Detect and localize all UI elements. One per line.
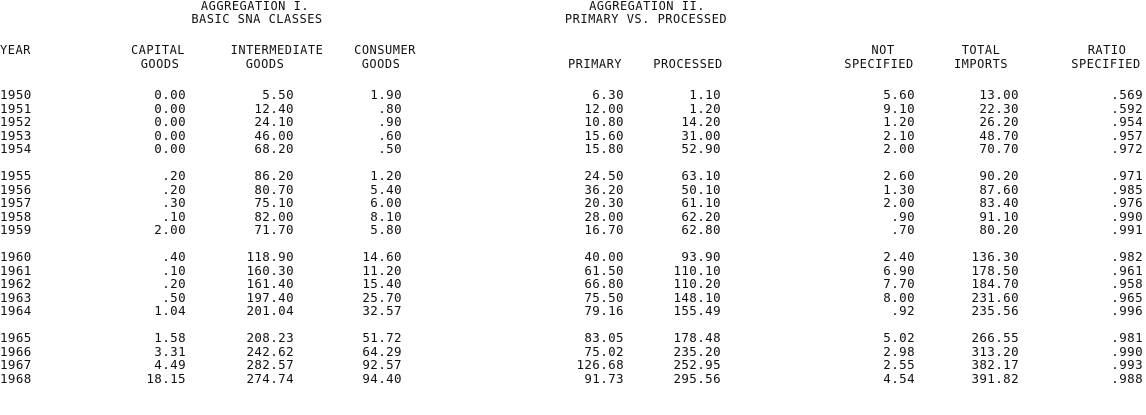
cell-not-specified: .92 — [891, 303, 915, 319]
cell-ratio-specified: .957 — [1111, 127, 1143, 143]
cell-processed: 1.20 — [689, 100, 721, 116]
cell-total-imports: 80.20 — [979, 222, 1019, 238]
cell-year: 1950 — [0, 87, 32, 102]
cell-primary: 75.02 — [584, 343, 624, 359]
cell-not-specified: .90 — [891, 208, 915, 224]
cell-consumer-goods: .60 — [378, 127, 402, 143]
cell-total-imports: 382.17 — [971, 357, 1019, 373]
cell-consumer-goods: 94.40 — [362, 370, 402, 386]
cell-year: 1955 — [0, 168, 32, 183]
cell-processed: 235.20 — [673, 343, 721, 359]
cell-consumer-goods: .90 — [378, 114, 402, 130]
cell-year: 1965 — [0, 330, 32, 345]
table-row — [0, 102, 1146, 115]
cell-processed: 52.90 — [681, 141, 721, 157]
cell-intermediate-goods: 82.00 — [254, 208, 294, 224]
cell-year: 1952 — [0, 114, 32, 130]
cell-year: 1967 — [0, 357, 32, 373]
cell-consumer-goods: 8.10 — [370, 208, 402, 224]
cell-intermediate-goods: 46.00 — [254, 127, 294, 143]
cell-primary: 36.20 — [584, 181, 624, 197]
cell-ratio-specified: .592 — [1111, 100, 1143, 116]
cell-capital-goods: .20 — [162, 168, 186, 183]
cell-consumer-goods: .80 — [378, 100, 402, 116]
aggregation-2-subtitle: PRIMARY VS. PROCESSED — [564, 12, 728, 26]
cell-total-imports: 136.30 — [971, 249, 1019, 264]
table-row — [0, 250, 1146, 263]
cell-ratio-specified: .569 — [1111, 87, 1143, 102]
cell-intermediate-goods: 160.30 — [246, 262, 294, 278]
cell-primary: 6.30 — [592, 87, 624, 102]
cell-primary: 83.05 — [584, 330, 624, 345]
cell-not-specified: 1.20 — [883, 114, 915, 130]
cell-primary: 126.68 — [576, 357, 624, 373]
cell-processed: 63.10 — [681, 168, 721, 183]
header-capital-line2: GOODS — [140, 57, 180, 71]
cell-capital-goods: 0.00 — [154, 114, 186, 130]
header-ratio-line1: RATIO — [1087, 43, 1127, 57]
cell-processed: 1.10 — [689, 87, 721, 102]
cell-capital-goods: .20 — [162, 181, 186, 197]
cell-ratio-specified: .993 — [1111, 357, 1143, 373]
cell-processed: 295.56 — [673, 370, 721, 386]
cell-consumer-goods: 51.72 — [362, 330, 402, 345]
cell-year: 1954 — [0, 141, 32, 157]
table-row — [0, 291, 1146, 304]
cell-ratio-specified: .985 — [1111, 181, 1143, 197]
cell-year: 1966 — [0, 343, 32, 359]
cell-ratio-specified: .976 — [1111, 195, 1143, 211]
cell-primary: 16.70 — [584, 222, 624, 238]
cell-processed: 110.20 — [673, 276, 721, 292]
cell-not-specified: 8.00 — [883, 289, 915, 305]
cell-capital-goods: 2.00 — [154, 222, 186, 238]
cell-year: 1960 — [0, 249, 32, 264]
header-primary: PRIMARY — [567, 57, 623, 71]
cell-processed: 148.10 — [673, 289, 721, 305]
cell-year: 1968 — [0, 370, 32, 386]
cell-capital-goods: .20 — [162, 276, 186, 292]
table-row — [0, 264, 1146, 277]
cell-primary: 61.50 — [584, 262, 624, 278]
cell-consumer-goods: 5.80 — [370, 222, 402, 238]
cell-consumer-goods: 1.20 — [370, 168, 402, 183]
cell-intermediate-goods: 161.40 — [246, 276, 294, 292]
cell-primary: 10.80 — [584, 114, 624, 130]
table-row — [0, 331, 1146, 344]
cell-consumer-goods: .50 — [378, 141, 402, 157]
cell-not-specified: 2.10 — [883, 127, 915, 143]
cell-primary: 40.00 — [584, 249, 624, 264]
cell-consumer-goods: 6.00 — [370, 195, 402, 211]
cell-intermediate-goods: 274.74 — [246, 370, 294, 386]
cell-not-specified: 2.60 — [883, 168, 915, 183]
cell-intermediate-goods: 282.57 — [246, 357, 294, 373]
cell-total-imports: 266.55 — [971, 330, 1019, 345]
table-row — [0, 129, 1146, 142]
cell-intermediate-goods: 24.10 — [254, 114, 294, 130]
cell-total-imports: 22.30 — [979, 100, 1019, 116]
cell-intermediate-goods: 86.20 — [254, 168, 294, 183]
header-intermediate-line2: GOODS — [245, 57, 285, 71]
cell-processed: 178.48 — [673, 330, 721, 345]
cell-intermediate-goods: 208.23 — [246, 330, 294, 345]
cell-total-imports: 313.20 — [971, 343, 1019, 359]
header-intermediate-line1: INTERMEDIATE — [230, 43, 324, 57]
header-consumer-line1: CONSUMER — [354, 43, 416, 57]
cell-ratio-specified: .971 — [1111, 168, 1143, 183]
cell-processed: 62.20 — [681, 208, 721, 224]
cell-intermediate-goods: 12.40 — [254, 100, 294, 116]
cell-not-specified: 2.00 — [883, 195, 915, 211]
cell-intermediate-goods: 242.62 — [246, 343, 294, 359]
cell-capital-goods: .50 — [162, 289, 186, 305]
cell-primary: 79.16 — [584, 303, 624, 319]
cell-intermediate-goods: 75.10 — [254, 195, 294, 211]
cell-ratio-specified: .981 — [1111, 330, 1143, 345]
cell-total-imports: 184.70 — [971, 276, 1019, 292]
cell-ratio-specified: .996 — [1111, 303, 1143, 319]
cell-processed: 61.10 — [681, 195, 721, 211]
cell-total-imports: 13.00 — [979, 87, 1019, 102]
cell-total-imports: 70.70 — [979, 141, 1019, 157]
cell-year: 1953 — [0, 127, 32, 143]
cell-processed: 252.95 — [673, 357, 721, 373]
header-capital-line1: CAPITAL — [130, 43, 186, 57]
cell-ratio-specified: .958 — [1111, 276, 1143, 292]
cell-intermediate-goods: 71.70 — [254, 222, 294, 238]
table-row — [0, 210, 1146, 223]
table-row — [0, 88, 1146, 101]
cell-processed: 62.80 — [681, 222, 721, 238]
cell-ratio-specified: .965 — [1111, 289, 1143, 305]
cell-capital-goods: .40 — [162, 249, 186, 264]
cell-intermediate-goods: 201.04 — [246, 303, 294, 319]
cell-capital-goods: 3.31 — [154, 343, 186, 359]
cell-capital-goods: 0.00 — [154, 100, 186, 116]
cell-not-specified: 1.30 — [883, 181, 915, 197]
cell-processed: 155.49 — [673, 303, 721, 319]
header-total-line2: IMPORTS — [953, 57, 1009, 71]
header-ratio-line2: SPECIFIED — [1071, 57, 1141, 71]
cell-consumer-goods: 11.20 — [362, 262, 402, 278]
cell-capital-goods: 0.00 — [154, 127, 186, 143]
cell-not-specified: 9.10 — [883, 100, 915, 116]
cell-capital-goods: .10 — [162, 262, 186, 278]
cell-ratio-specified: .990 — [1111, 208, 1143, 224]
cell-total-imports: 235.56 — [971, 303, 1019, 319]
cell-capital-goods: 4.49 — [154, 357, 186, 373]
cell-primary: 15.60 — [584, 127, 624, 143]
cell-total-imports: 391.82 — [971, 370, 1019, 386]
cell-ratio-specified: .988 — [1111, 370, 1143, 386]
cell-consumer-goods: 92.57 — [362, 357, 402, 373]
table-row — [0, 358, 1146, 371]
header-consumer-line2: GOODS — [361, 57, 401, 71]
cell-year: 1951 — [0, 100, 32, 116]
cell-processed: 50.10 — [681, 181, 721, 197]
cell-year: 1964 — [0, 303, 32, 319]
table-row — [0, 223, 1146, 236]
cell-intermediate-goods: 118.90 — [246, 249, 294, 264]
cell-intermediate-goods: 5.50 — [262, 87, 294, 102]
cell-intermediate-goods: 197.40 — [246, 289, 294, 305]
cell-ratio-specified: .954 — [1111, 114, 1143, 130]
table-row — [0, 183, 1146, 196]
table-row — [0, 345, 1146, 358]
cell-total-imports: 231.60 — [971, 289, 1019, 305]
table-row — [0, 304, 1146, 317]
header-not-specified-line1: NOT — [871, 43, 895, 57]
header-not-specified-line2: SPECIFIED — [844, 57, 914, 71]
table-row — [0, 196, 1146, 209]
cell-capital-goods: .10 — [162, 208, 186, 224]
cell-capital-goods: .30 — [162, 195, 186, 211]
cell-not-specified: 4.54 — [883, 370, 915, 386]
cell-year: 1956 — [0, 181, 32, 197]
cell-intermediate-goods: 68.20 — [254, 141, 294, 157]
cell-consumer-goods: 25.70 — [362, 289, 402, 305]
cell-processed: 93.90 — [681, 249, 721, 264]
header-year: YEAR — [0, 43, 31, 57]
cell-consumer-goods: 32.57 — [362, 303, 402, 319]
cell-consumer-goods: 5.40 — [370, 181, 402, 197]
cell-year: 1962 — [0, 276, 32, 292]
table-row — [0, 277, 1146, 290]
cell-not-specified: 7.70 — [883, 276, 915, 292]
cell-not-specified: 6.90 — [883, 262, 915, 278]
cell-primary: 24.50 — [584, 168, 624, 183]
cell-capital-goods: 0.00 — [154, 87, 186, 102]
cell-intermediate-goods: 80.70 — [254, 181, 294, 197]
cell-year: 1957 — [0, 195, 32, 211]
cell-primary: 15.80 — [584, 141, 624, 157]
cell-year: 1961 — [0, 262, 32, 278]
cell-total-imports: 91.10 — [979, 208, 1019, 224]
header-total-line1: TOTAL — [961, 43, 1001, 57]
cell-primary: 28.00 — [584, 208, 624, 224]
cell-not-specified: 2.98 — [883, 343, 915, 359]
cell-not-specified: .70 — [891, 222, 915, 238]
cell-year: 1959 — [0, 222, 32, 238]
table-row — [0, 372, 1146, 385]
cell-primary: 66.80 — [584, 276, 624, 292]
cell-total-imports: 90.20 — [979, 168, 1019, 183]
cell-capital-goods: 0.00 — [154, 141, 186, 157]
cell-primary: 20.30 — [584, 195, 624, 211]
cell-not-specified: 5.60 — [883, 87, 915, 102]
cell-processed: 110.10 — [673, 262, 721, 278]
cell-not-specified: 5.02 — [883, 330, 915, 345]
cell-year: 1958 — [0, 208, 32, 224]
cell-total-imports: 26.20 — [979, 114, 1019, 130]
aggregation-1-title: AGGREGATION I. — [200, 0, 310, 13]
table-row — [0, 169, 1146, 182]
cell-total-imports: 48.70 — [979, 127, 1019, 143]
cell-not-specified: 2.00 — [883, 141, 915, 157]
cell-primary: 12.00 — [584, 100, 624, 116]
cell-ratio-specified: .990 — [1111, 343, 1143, 359]
table-row — [0, 142, 1146, 155]
cell-consumer-goods: 14.60 — [362, 249, 402, 264]
cell-ratio-specified: .961 — [1111, 262, 1143, 278]
cell-consumer-goods: 1.90 — [370, 87, 402, 102]
cell-not-specified: 2.40 — [883, 249, 915, 264]
header-processed: PROCESSED — [653, 57, 723, 71]
cell-consumer-goods: 15.40 — [362, 276, 402, 292]
cell-total-imports: 178.50 — [971, 262, 1019, 278]
cell-capital-goods: 1.58 — [154, 330, 186, 345]
cell-capital-goods: 1.04 — [154, 303, 186, 319]
table-row — [0, 115, 1146, 128]
cell-processed: 31.00 — [681, 127, 721, 143]
cell-ratio-specified: .982 — [1111, 249, 1143, 264]
aggregation-1-subtitle: BASIC SNA CLASSES — [191, 12, 323, 26]
cell-not-specified: 2.55 — [883, 357, 915, 373]
aggregation-2-title: AGGREGATION II. — [589, 0, 705, 13]
cell-year: 1963 — [0, 289, 32, 305]
cell-processed: 14.20 — [681, 114, 721, 130]
cell-capital-goods: 18.15 — [146, 370, 186, 386]
cell-consumer-goods: 64.29 — [362, 343, 402, 359]
cell-total-imports: 87.60 — [979, 181, 1019, 197]
cell-ratio-specified: .991 — [1111, 222, 1143, 238]
cell-total-imports: 83.40 — [979, 195, 1019, 211]
cell-primary: 91.73 — [584, 370, 624, 386]
cell-ratio-specified: .972 — [1111, 141, 1143, 157]
cell-primary: 75.50 — [584, 289, 624, 305]
